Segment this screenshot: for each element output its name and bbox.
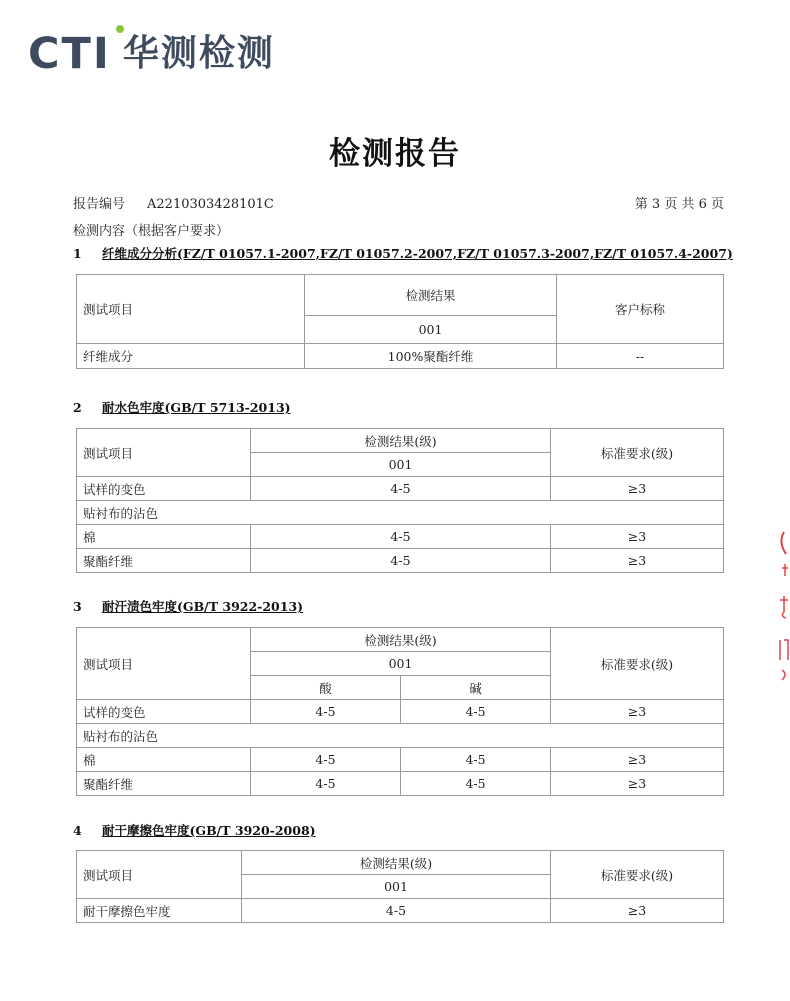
table-row	[77, 724, 724, 748]
header-cell-acid: 酸	[251, 676, 401, 700]
table-row	[77, 477, 724, 501]
header-cell: 001	[251, 652, 551, 676]
table-row	[77, 772, 724, 796]
table-header-row	[77, 851, 724, 875]
header-cell: 标准要求(级)	[551, 628, 724, 700]
table-cell: ≥3	[551, 899, 724, 923]
header-cell: 检测结果(级)	[251, 429, 551, 453]
table-cell: 聚酯纤维	[77, 772, 251, 796]
header-cell: 检测结果(级)	[242, 851, 551, 875]
header-cell: 测试项目	[77, 275, 305, 344]
table-cell: 试样的变色	[77, 700, 251, 724]
table-row	[77, 344, 724, 369]
table-cell: --	[557, 344, 724, 369]
header-cell: 检测结果(级)	[251, 628, 551, 652]
table-row	[77, 525, 724, 549]
table-cell: 4-5	[401, 772, 551, 796]
table-cell: 贴衬布的沾色	[77, 501, 724, 525]
page-info: 第 3 页 共 6 页	[634, 197, 724, 212]
logo-brand: CTI	[28, 28, 111, 79]
table-cell: ≥3	[551, 477, 724, 501]
table-row	[77, 700, 724, 724]
section-2-heading	[73, 398, 291, 416]
table-cell: ≥3	[551, 700, 724, 724]
header-cell: 测试项目	[77, 429, 251, 477]
table-cell: ≥3	[551, 748, 724, 772]
table-cell: 100%聚酯纤维	[305, 344, 557, 369]
table-cell: 聚酯纤维	[77, 549, 251, 573]
table-row	[77, 501, 724, 525]
section-1-heading	[73, 244, 733, 262]
section-title: 耐干摩擦色牢度(GB/T 3920-2008)	[102, 823, 316, 838]
table-row	[77, 899, 724, 923]
header-cell: 测试项目	[77, 851, 242, 899]
page-title: 检测报告	[329, 136, 461, 172]
fiber-composition-table	[76, 274, 724, 369]
section-number: 4	[73, 823, 82, 838]
section-number: 1	[73, 246, 82, 261]
logo-dot	[116, 25, 124, 33]
header-cell: 001	[305, 316, 557, 344]
header-cell: 标准要求(级)	[551, 851, 724, 899]
section-3-heading	[73, 597, 303, 615]
table-cell: 4-5	[251, 772, 401, 796]
table-header-row	[77, 275, 724, 316]
header-cell: 001	[242, 875, 551, 899]
logo-chinese: 华测检测	[122, 33, 275, 74]
report-number	[73, 193, 274, 212]
perspiration-fastness-table	[76, 627, 724, 796]
table-cell: 4-5	[251, 700, 401, 724]
report-no-value: A2210303428101C	[147, 197, 274, 212]
header-cell: 001	[251, 453, 551, 477]
table-cell: 耐干摩擦色牢度	[77, 899, 242, 923]
table-cell: 4-5	[401, 700, 551, 724]
table-row	[77, 549, 724, 573]
section-4-heading	[73, 821, 316, 839]
section-title: 纤维成分分析(FZ/T 01057.1-2007,FZ/T 01057.2-2007,FZ/T 01057.3-2007,FZ/T 01057.4-2007)	[102, 246, 733, 261]
table-header-row	[77, 628, 724, 652]
water-fastness-table	[76, 428, 724, 573]
table-cell: ≥3	[551, 772, 724, 796]
table-row	[77, 748, 724, 772]
table-cell: 棉	[77, 525, 251, 549]
section-number: 2	[73, 400, 82, 415]
header-cell: 测试项目	[77, 628, 251, 700]
header-cell: 客户标称	[557, 275, 724, 344]
table-header-row	[77, 429, 724, 453]
stamp-fragment	[774, 520, 790, 690]
table-cell: 4-5	[401, 748, 551, 772]
header-cell-alkali: 碱	[401, 676, 551, 700]
table-cell: 4-5	[251, 748, 401, 772]
report-no-label: 报告编号	[73, 197, 126, 212]
table-cell: 纤维成分	[77, 344, 305, 369]
test-scope: 检测内容（根据客户要求）	[73, 224, 230, 239]
table-cell: 贴衬布的沾色	[77, 724, 724, 748]
section-number: 3	[73, 599, 82, 614]
table-cell: ≥3	[551, 525, 724, 549]
table-cell: 4-5	[251, 549, 551, 573]
table-cell: 4-5	[251, 477, 551, 501]
table-cell: 4-5	[251, 525, 551, 549]
section-title: 耐汗渍色牢度(GB/T 3922-2013)	[102, 599, 304, 614]
section-title: 耐水色牢度(GB/T 5713-2013)	[102, 400, 291, 415]
company-logo	[28, 26, 275, 82]
rubbing-fastness-table	[76, 850, 724, 923]
header-cell: 标准要求(级)	[551, 429, 724, 477]
table-cell: 4-5	[242, 899, 551, 923]
table-cell: ≥3	[551, 549, 724, 573]
header-cell: 检测结果	[305, 275, 557, 316]
table-cell: 试样的变色	[77, 477, 251, 501]
table-cell: 棉	[77, 748, 251, 772]
